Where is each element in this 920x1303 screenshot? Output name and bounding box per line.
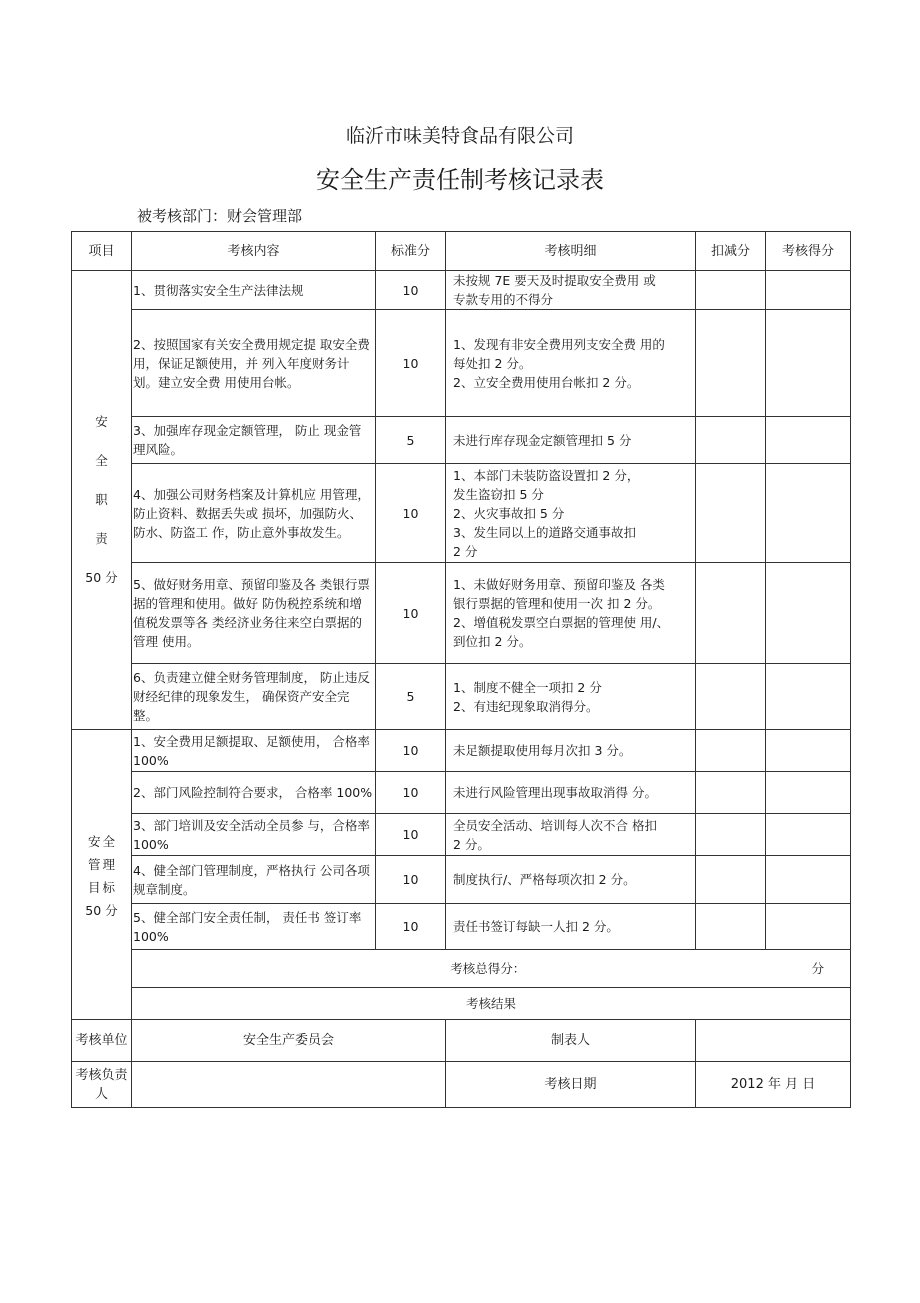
detail-line: 2、增值税发票空白票据的管理使 用/、: [453, 615, 670, 630]
category-char: 全: [102, 833, 115, 849]
standard-cell: 10: [376, 772, 446, 814]
score-cell: [766, 814, 851, 856]
header-deduct: 扣减分: [696, 232, 766, 271]
category-char: 职: [95, 492, 108, 507]
detail-line: 每处扣 2 分。: [453, 355, 532, 371]
header-standard: 标准分: [376, 232, 446, 271]
header-score: 考核得分: [766, 232, 851, 271]
category-char: 全: [95, 453, 108, 468]
score-cell: [766, 464, 851, 563]
content-cell: 4、加强公司财务档案及计算机应 用管理，防止资料、数据丢失或 损坏，加强防火、防水、防盗工 作，防止意外事故发生。: [132, 464, 376, 563]
detail-cell: [446, 417, 696, 464]
footer-row: [72, 1062, 851, 1108]
header-item: 项目: [72, 232, 132, 271]
deduct-cell: [696, 417, 766, 464]
category-safety-duty: [72, 271, 132, 730]
content-cell: 1、安全费用足额提取、足额使用， 合格率 100%: [132, 730, 376, 772]
unit-label: 考核单位: [72, 1020, 132, 1062]
content-cell: 5、做好财务用章、预留印鉴及各 类银行票据的管理和使用。做好 防伪税控系统和增值税发票等各 类经济业务往来空白票据的管理 使用。: [132, 563, 376, 664]
header-content: 考核内容: [132, 232, 376, 271]
detail-cell: [446, 271, 696, 310]
content-cell: 3、加强库存现金定额管理， 防止 现金管理风险。: [132, 417, 376, 464]
maker-value: [696, 1020, 851, 1062]
category-char: 安: [88, 833, 101, 849]
header-detail: 考核明细: [446, 232, 696, 271]
score-cell: [766, 730, 851, 772]
deduct-cell: [696, 814, 766, 856]
maker-label: 制表人: [446, 1020, 696, 1062]
detail-cell: [446, 814, 696, 856]
deduct-cell: [696, 664, 766, 730]
detail-cell: [446, 772, 696, 814]
detail-line: 2 分: [453, 543, 478, 559]
standard-cell: 10: [376, 464, 446, 563]
category-safety-goal: [72, 730, 132, 1020]
score-cell: [766, 417, 851, 464]
detail-line: 3、发生同以上的道路交通事故扣: [453, 524, 636, 540]
standard-cell: 10: [376, 310, 446, 417]
detail-line: 制度执行/、严格每项次扣 2 分。: [453, 872, 636, 887]
total-unit: 分: [766, 950, 851, 988]
total-label: 考核总得分：: [132, 950, 766, 988]
rows1-row: [72, 664, 851, 730]
content-cell: 6、负责建立健全财务管理制度， 防止违反财经纪律的现象发生， 确保资产安全完整。: [132, 664, 376, 730]
header-row: [72, 232, 851, 271]
standard-cell: 10: [376, 730, 446, 772]
content-cell: 2、部门风险控制符合要求， 合格率 100%: [132, 772, 376, 814]
standard-cell: 10: [376, 271, 446, 310]
detail-line: 未进行库存现金定额管理扣 5 分: [453, 432, 632, 448]
category-points: 50 分: [85, 570, 118, 585]
detail-line: 专款专用的不得分: [453, 292, 554, 307]
deduct-cell: [696, 904, 766, 950]
category-char: 理: [102, 856, 115, 872]
rows2-row: [72, 856, 851, 904]
detail-cell: [446, 664, 696, 730]
detail-line: 2、有违纪现象取消得分。: [453, 698, 599, 714]
detail-cell: [446, 730, 696, 772]
standard-cell: 10: [376, 563, 446, 664]
content-cell: 2、按照国家有关安全费用规定提 取安全费用，保证足额使用，并 列入年度财务计划。建立安全费 用使用台帐。: [132, 310, 376, 417]
assessment-table: [71, 231, 851, 1108]
detail-line: 发生盗窃扣 5 分: [453, 486, 544, 502]
leader-label: 考核负责人: [72, 1062, 132, 1108]
detail-line: 银行票据的管理和使用一次 扣 2 分。: [453, 596, 661, 611]
date-label: 考核日期: [446, 1062, 696, 1108]
score-cell: [766, 772, 851, 814]
detail-cell: [446, 464, 696, 563]
result-label: 考核结果: [132, 988, 851, 1020]
standard-cell: 10: [376, 814, 446, 856]
rows1-row: [72, 271, 851, 310]
deduct-cell: [696, 464, 766, 563]
leader-value: [132, 1062, 446, 1108]
score-cell: [766, 664, 851, 730]
detail-cell: [446, 563, 696, 664]
score-cell: [766, 271, 851, 310]
footer-row: [72, 1020, 851, 1062]
category-points: 50 分: [85, 902, 118, 918]
department-line: 被考核部门：财会管理部: [137, 207, 303, 225]
category-char: 责: [95, 531, 108, 546]
deduct-cell: [696, 730, 766, 772]
category-char: 目: [88, 879, 101, 895]
score-cell: [766, 310, 851, 417]
detail-cell: [446, 856, 696, 904]
standard-cell: 10: [376, 856, 446, 904]
detail-line: 1、本部门未装防盗设置扣 2 分，: [453, 467, 640, 483]
standard-cell: 10: [376, 904, 446, 950]
detail-cell: [446, 904, 696, 950]
company-name: 临沂市味美特食品有限公司: [345, 125, 574, 147]
total-row: [72, 950, 851, 988]
detail-line: 未足额提取使用每月次扣 3 分。: [453, 743, 632, 758]
score-cell: [766, 904, 851, 950]
rows2-row: [72, 814, 851, 856]
score-cell: [766, 856, 851, 904]
rows2-row: [72, 730, 851, 772]
rows2-row: [72, 772, 851, 814]
content-cell: 3、部门培训及安全活动全员参 与，合格率 100%: [132, 814, 376, 856]
rows1-row: [72, 310, 851, 417]
content-cell: 5、健全部门安全责任制， 责任书 签订率 100%: [132, 904, 376, 950]
detail-line: 未进行风险管理出现事故取消得 分。: [453, 785, 657, 800]
detail-line: 责任书签订每缺一人扣 2 分。: [453, 919, 619, 934]
date-value: 2012 年 月 日: [696, 1062, 851, 1108]
unit-value: 安全生产委员会: [132, 1020, 446, 1062]
deduct-cell: [696, 271, 766, 310]
standard-cell: 5: [376, 664, 446, 730]
form-title: 安全生产责任制考核记录表: [316, 166, 604, 194]
detail-line: 1、制度不健全一项扣 2 分: [453, 679, 602, 695]
deduct-cell: [696, 310, 766, 417]
detail-line: 全员安全活动、培训每人次不合 格扣: [453, 817, 657, 833]
result-row: [72, 988, 851, 1020]
rows1-row: [72, 417, 851, 464]
content-cell: 1、贯彻落实安全生产法律法规: [132, 271, 376, 310]
detail-line: 2 分。: [453, 836, 490, 852]
standard-cell: 5: [376, 417, 446, 464]
category-char: 安: [95, 414, 108, 429]
detail-line: 1、发现有非安全费用列支安全费 用的: [453, 336, 665, 352]
category-line: [88, 878, 115, 898]
deduct-cell: [696, 772, 766, 814]
detail-line: 到位扣 2 分。: [453, 634, 532, 649]
rows2-row: [72, 904, 851, 950]
detail-cell: [446, 310, 696, 417]
category-line: [88, 832, 115, 852]
score-cell: [766, 563, 851, 664]
detail-line: 2、立安全费用使用台帐扣 2 分。: [453, 374, 640, 390]
detail-line: 未按规 7E 要天及时提取安全费用 或: [453, 273, 656, 288]
category-char: 管: [88, 856, 101, 872]
rows1-row: [72, 563, 851, 664]
detail-line: 1、未做好财务用章、预留印鉴及 各类: [453, 577, 665, 592]
deduct-cell: [696, 856, 766, 904]
deduct-cell: [696, 563, 766, 664]
category-char: 标: [102, 879, 115, 895]
content-cell: 4、健全部门管理制度，严格执行 公司各项规章制度。: [132, 856, 376, 904]
category-line: [88, 855, 115, 875]
rows1-row: [72, 464, 851, 563]
detail-line: 2、火灾事故扣 5 分: [453, 505, 565, 521]
